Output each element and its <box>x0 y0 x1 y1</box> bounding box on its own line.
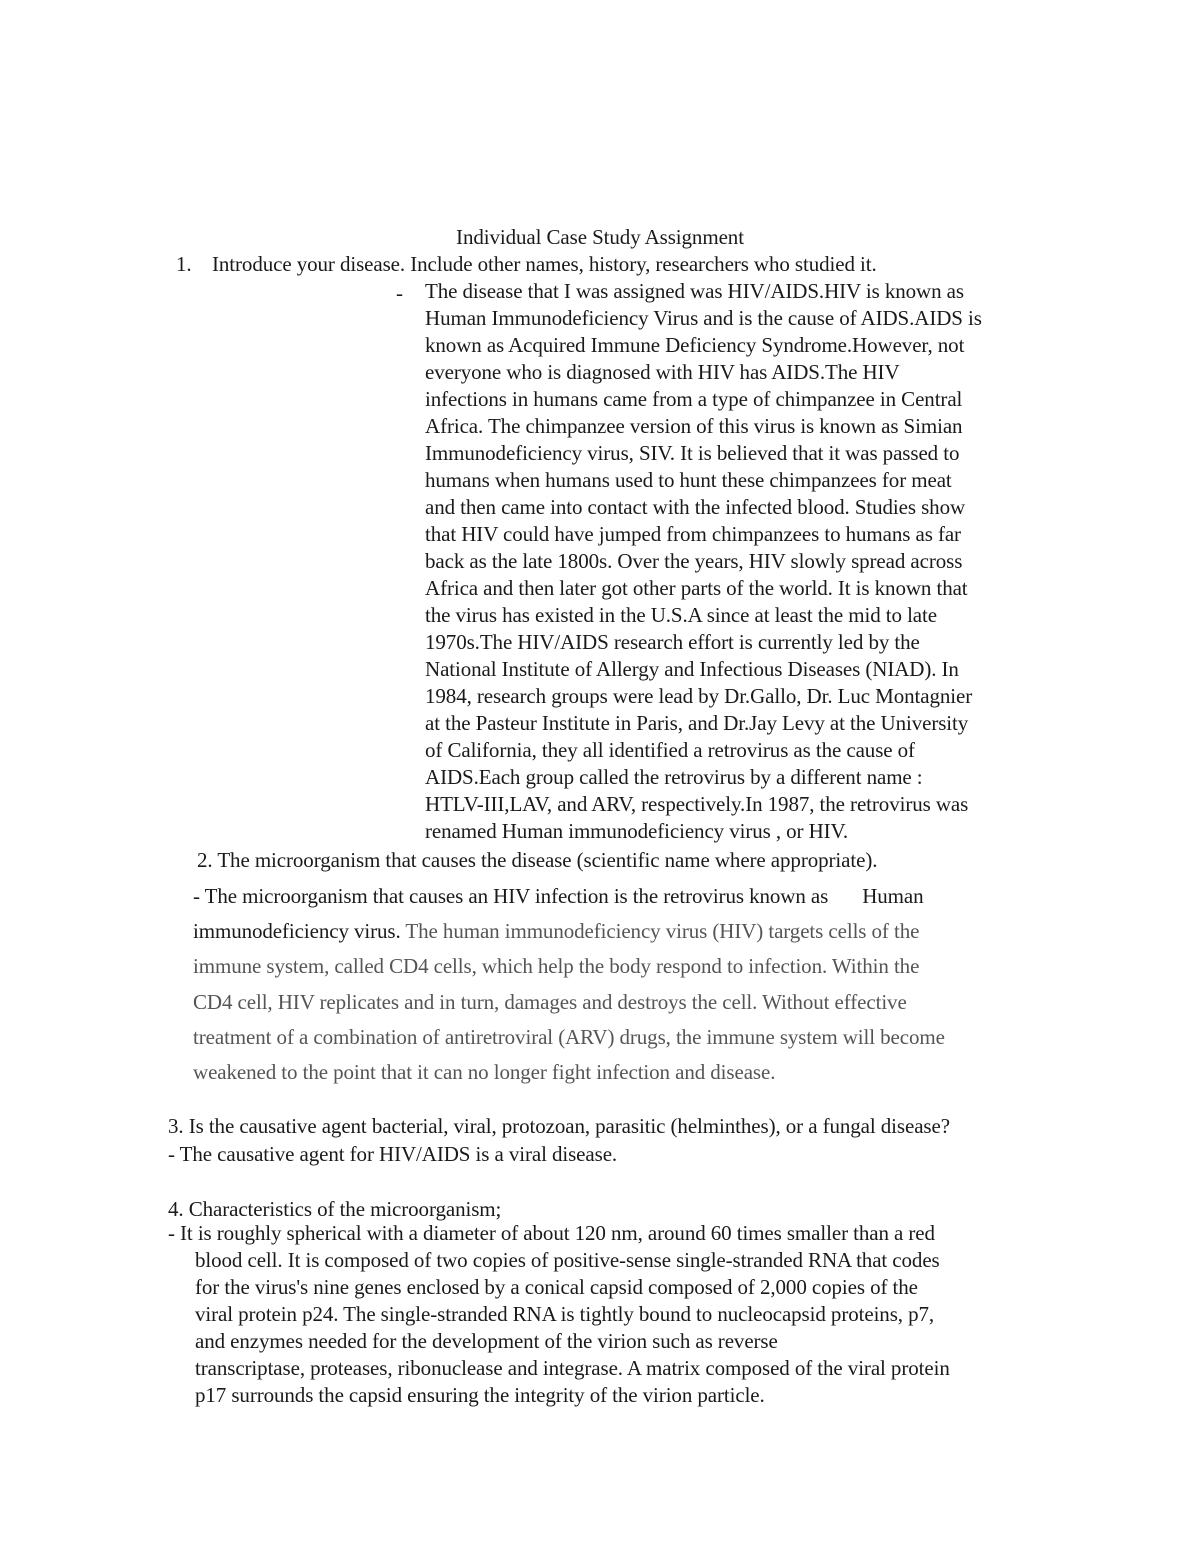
answer-2-line: immune system, called CD4 cells, which help the body respond to infection. Within the <box>193 954 920 979</box>
answer-3: - The causative agent for HIV/AIDS is a viral disease. <box>168 1142 618 1166</box>
answer-2-line-2-end: The human immunodeficiency virus (HIV) targets cells of the <box>400 919 920 944</box>
answer-2-line: weakened to the point that it can no longer fight infection and disease. <box>193 1060 776 1085</box>
answer-4-line: - It is roughly spherical with a diameter of about 120 nm, around 60 times smaller than a red <box>168 1221 935 1245</box>
question-1-number: 1. <box>176 252 192 276</box>
answer-2-line-2-start: immunodeficiency virus. <box>193 919 401 944</box>
question-3: 3. Is the causative agent bacterial, viral, protozoan, parasitic (helminthes), or a fungal disease? <box>168 1114 950 1138</box>
answer-1-line: humans when humans used to hunt these chimpanzees for meat <box>425 468 952 492</box>
answer-1-line: known as Acquired Immune Deficiency Syndrome.However, not <box>425 333 965 357</box>
answer-4-line: transcriptase, proteases, ribonuclease and integrase. A matrix composed of the viral protein <box>195 1356 950 1380</box>
answer-1-line: renamed Human immunodeficiency virus , or HIV. <box>425 819 849 843</box>
answer-1-line: and then came into contact with the infected blood. Studies show <box>425 495 966 519</box>
answer-4-line: and enzymes needed for the development of the virion such as reverse <box>195 1329 778 1353</box>
answer-4 <box>168 1220 1088 1409</box>
answer-4-line: blood cell. It is composed of two copies of positive-sense single-stranded RNA that codes <box>195 1248 940 1272</box>
answer-1-line: AIDS.Each group called the retrovirus by a different name : <box>425 765 923 789</box>
answer-1-line: back as the late 1800s. Over the years, HIV slowly spread across <box>425 549 963 573</box>
answer-1-line: The disease that I was assigned was HIV/AIDS.HIV is known as <box>425 279 964 303</box>
answer-2-line-1-end: Human <box>862 884 924 908</box>
question-2: 2. The microorganism that causes the disease (scientific name where appropriate). <box>197 848 878 872</box>
answer-4-line: p17 surrounds the capsid ensuring the integrity of the virion particle. <box>195 1383 765 1407</box>
answer-4-line: viral protein p24. The single-stranded RNA is tightly bound to nucleocapsid proteins, p7, <box>195 1302 935 1326</box>
answer-1-line: 1984, research groups were lead by Dr.Gallo, Dr. Luc Montagnier <box>425 684 973 708</box>
answer-2-line: treatment of a combination of antiretroviral (ARV) drugs, the immune system will become <box>193 1024 945 1049</box>
answer-1-line: the virus has existed in the U.S.A since at least the mid to late <box>425 603 937 627</box>
answer-1-line: 1970s.The HIV/AIDS research effort is currently led by the <box>425 630 920 654</box>
answer-1-line: at the Pasteur Institute in Paris, and Dr.Jay Levy at the University <box>425 711 969 735</box>
answer-1-line: of California, they all identified a retrovirus as the cause of <box>425 738 915 762</box>
answer-2-line-1-start: - The microorganism that causes an HIV infection is the retrovirus known as <box>193 884 829 908</box>
question-4: 4. Characteristics of the microorganism; <box>168 1197 502 1221</box>
answer-2 <box>193 879 1093 1090</box>
answer-1-line: everyone who is diagnosed with HIV has AIDS.The HIV <box>425 360 900 384</box>
answer-1-line: National Institute of Allergy and Infectious Diseases (NIAD). In <box>425 657 959 681</box>
answer-1-line: that HIV could have jumped from chimpanzees to humans as far <box>425 522 961 546</box>
answer-1-line: Human Immunodeficiency Virus and is the cause of AIDS.AIDS is <box>425 306 982 330</box>
answer-1 <box>425 278 1085 845</box>
answer-1-line: Africa. The chimpanzee version of this virus is known as Simian <box>425 414 963 438</box>
answer-1-bullet: - <box>396 281 403 305</box>
question-1-text: Introduce your disease. Include other names, history, researchers who studied it. <box>212 252 877 276</box>
question-1 <box>176 251 877 278</box>
answer-2-line <box>193 914 1093 949</box>
answer-1-line: HTLV-III,LAV, and ARV, respectively.In 1987, the retrovirus was <box>425 792 969 816</box>
answer-4-line: for the virus's nine genes enclosed by a conical capsid composed of 2,000 copies of the <box>195 1275 918 1299</box>
answer-1-line: Immunodeficiency virus, SIV. It is believed that it was passed to <box>425 441 960 465</box>
answer-1-line: infections in humans came from a type of chimpanzee in Central <box>425 387 963 411</box>
answer-1-line: Africa and then later got other parts of the world. It is known that <box>425 576 968 600</box>
document-title: Individual Case Study Assignment <box>456 225 744 249</box>
answer-2-line: CD4 cell, HIV replicates and in turn, damages and destroys the cell. Without effective <box>193 989 907 1014</box>
answer-2-line <box>193 879 1093 914</box>
